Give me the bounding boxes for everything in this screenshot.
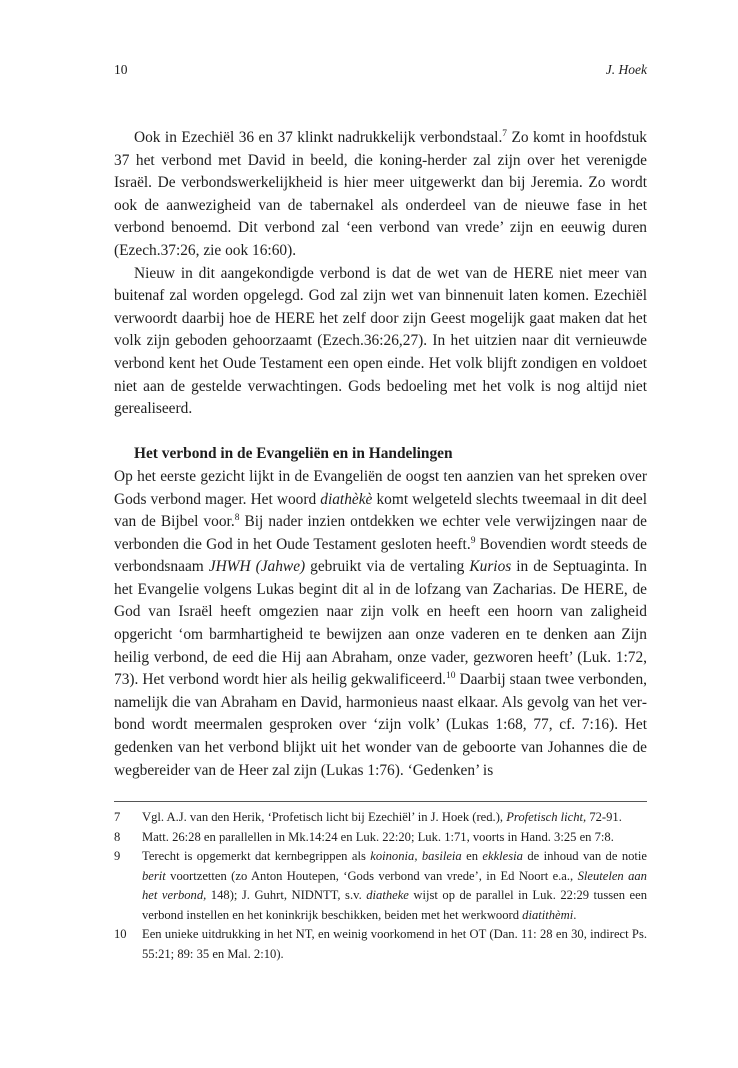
text-run: 72-91. xyxy=(586,810,622,824)
text-run: Terecht is opgemerkt dat kernbegrippen als xyxy=(142,849,371,863)
italic-term: koinonia, basileia xyxy=(370,849,462,863)
italic-term: JHWH (Jahwe) xyxy=(208,558,306,576)
italic-term: diatithèmi xyxy=(522,907,574,922)
footnote-10 xyxy=(114,925,647,964)
text-run: en xyxy=(461,849,483,863)
paragraph-2 xyxy=(114,263,647,421)
running-author: J. Hoek xyxy=(605,62,647,77)
text-run: Zo komt in hoofdstuk 37 het verbond met David in beeld, die koning-herder zal zijn over het verenigde Israël. De verbondswerkelijkheid is hier meer uitgewerkt dan bij Jeremia. Zo wordt ook de aanwezigheid van de tabernakel als onderdeel van de nieuwe fase in het verbond benoemd. Dit verbond zal ‘een verbond van vrede’ zijn en eeuwig duren (Ezech.37:26, zie ook 16:60). xyxy=(114,129,647,259)
footnote-ref-7: 7 xyxy=(502,129,508,139)
text-run: gebruikt via de vertaling xyxy=(305,558,470,576)
footnote-rule xyxy=(114,801,647,802)
italic-term: diatheke xyxy=(366,888,409,902)
footnote-9 xyxy=(114,847,647,925)
text-run: voortzetten (zo Anton Houtepen, ‘Gods verbond van vrede’, in Ed Noort e.a., xyxy=(165,868,578,883)
footnote-number: 7 xyxy=(114,810,121,824)
text-run: Bovendien wordt steeds de verbondsnaam xyxy=(114,535,647,576)
section-heading: Het verbond in de Evangeliën en in Handelingen xyxy=(134,445,453,463)
body-text xyxy=(114,127,647,782)
text-run: 148); J. Guhrt, NIDNTT, s.v. xyxy=(206,888,367,902)
footnote-ref-9: 9 xyxy=(470,535,476,546)
text-run: Matt. 26:28 en parallellen in Mk.14:24 en Luk. 22:20; Luk. 1:71, voorts in Hand. 3:25 en 7:8. xyxy=(142,829,614,844)
footnote-number: 9 xyxy=(114,849,121,863)
text-run: Op het eerste gezicht lijkt in de Evangeliën de oogst ten aanzien van het spreken over Gods verbond mager. Het woord xyxy=(114,467,647,508)
page xyxy=(114,0,647,1068)
text-run: Nieuw in dit aangekondigde verbond is dat de wet van de HERE niet meer van buitenaf zal worden opgelegd. God zal zijn wet van binnenuit laten komen. Ezechiël verwoordt daarbij hoe de HERE het zelf door zijn Geest mogelijk gaat maken dat het volk zijn geboden gehoorzaamt (Ezech.36:26,27). In het uitzien naar dit vernieuwde verbond kent het Oude Testament een open einde. Het volk blijft zondigen en voldoet niet aan de gestelde verwachtingen. Gods bedoeling met het volk is nog altijd niet gerealiseerd. xyxy=(114,264,647,418)
italic-term: Kurios xyxy=(469,558,512,576)
text-run: . xyxy=(573,907,577,922)
footnotes xyxy=(114,808,647,964)
text-run: Daarbij staan twee verbonden, namelijk die van Abraham en David, harmonieus naast elkaar. Als gevolg van het verbond wordt meermalen gesproken over ‘zijn volk’ (Lukas 1:68, 77, cf. 7:16). Het gedenken van het verbond blijkt uit het wonder van de geboorte van Johannes die de wegbereider van de Heer zal zijn (Lukas 1:76). ‘Gedenken’ is xyxy=(114,671,647,779)
italic-term: diathèkè xyxy=(320,490,373,508)
italic-term: berit xyxy=(142,868,166,883)
footnote-number: 8 xyxy=(114,829,121,844)
paragraph-1 xyxy=(114,127,647,263)
footnote-8 xyxy=(114,828,647,848)
text-run: Vgl. A.J. van den Herik, ‘Profetisch licht bij Ezechiël’ in J. Hoek (red.), xyxy=(142,810,507,824)
italic-title: Profetisch licht, xyxy=(506,810,587,824)
italic-term: ekklesia xyxy=(482,849,523,863)
text-run: in de Septuaginta. In het Evangelie volgens Lukas begint dit al in de lofzang van Zacharias. De HERE, de God van Israël heeft omgezien naar zijn volk en heeft een hoorn van zaligheid opgericht ‘om barmhartigheid te bewijzen aan onze vaderen en te denken aan Zijn heilig verbond, de eed die Hij aan Abraham, onze vader, gezworen heeft’ (Luk. 1:72, 73). Het verbond wordt hier als heilig gekwalificeerd. xyxy=(114,558,647,689)
text-run: de inhoud van de notie xyxy=(522,849,647,863)
italic-title: Sleutelen aan het verbond, xyxy=(142,868,647,902)
text-run: Een unieke uitdrukking in het NT, en weinig voorkomend in het OT (Dan. 11: 28 en 30, indirect Ps. 55:21; 89: 35 en Mal. 2:10). xyxy=(142,927,647,961)
paragraph-3 xyxy=(114,466,647,782)
page-number: 10 xyxy=(114,62,128,77)
footnote-7 xyxy=(114,808,647,828)
footnote-ref-10: 10 xyxy=(446,671,456,682)
text-run: wijst op de parallel in Luk. 22:29 tussen een verbond instellen en het koninkrijk beschikken, beiden met het werkwoord xyxy=(142,888,648,922)
footnote-ref-8: 8 xyxy=(234,513,240,524)
text-run: komt welgeteld slechts tweemaal in dit deel van de Bijbel voor. xyxy=(114,490,647,531)
text-run: Ook in Ezechiël 36 en 37 klinkt nadrukkelijk verbondstaal. xyxy=(134,129,503,146)
text-run: Bij nader inzien ontdekken we echter vele verwijzingen naar de verbonden die God in het Oude Testament gesloten heeft. xyxy=(114,513,647,553)
footnote-number: 10 xyxy=(114,927,127,941)
